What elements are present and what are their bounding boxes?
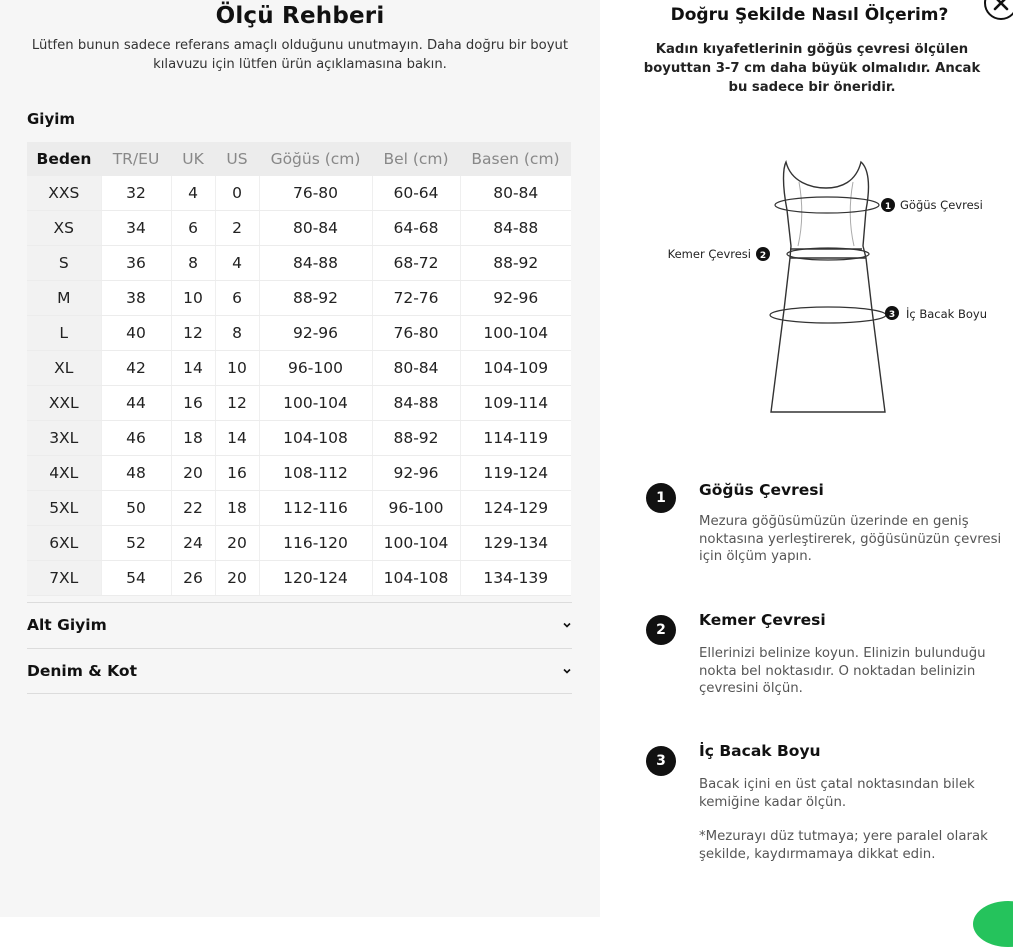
step-title-waist: Kemer Çevresi (699, 611, 826, 629)
how-to-subtitle: Kadın kıyafetlerinin göğüs çevresi ölçülen boyuttan 3-7 cm daha büyük olmalıdır. Ancak bu sadece bir öneridir. (643, 42, 981, 95)
table-cell: 64-68 (372, 211, 460, 246)
how-to-measure-panel (606, 0, 1013, 917)
how-to-title: Doğru Şekilde Nasıl Ölçerim? (670, 5, 949, 25)
step-number-3: 3 (646, 746, 676, 776)
section-label-giyim: Giyim (27, 110, 76, 128)
table-cell: 14 (215, 421, 259, 456)
diagram-label-inseam: İç Bacak Boyu (906, 307, 988, 321)
column-header: Bel (cm) (372, 142, 460, 176)
column-header: Beden (27, 142, 101, 176)
table-cell: 100-104 (372, 526, 460, 561)
chevron-down-icon (562, 666, 572, 676)
table-cell: 4 (215, 246, 259, 281)
table-row (27, 246, 571, 281)
table-cell: 60-64 (372, 176, 460, 211)
table-cell: 108-112 (259, 456, 372, 491)
diagram-marker-3 (885, 306, 899, 320)
table-cell: 10 (171, 281, 215, 316)
table-cell: 38 (101, 281, 171, 316)
diagram-label-chest: Göğüs Çevresi (900, 198, 983, 212)
table-cell: 88-92 (372, 421, 460, 456)
table-cell: XXS (27, 176, 101, 211)
column-header: UK (171, 142, 215, 176)
table-cell: 100-104 (460, 316, 571, 351)
step-note-inseam: *Mezurayı düz tutmaya; yere paralel olarak şekilde, kaydırmamaya dikkat edin. (699, 829, 988, 862)
table-cell: 8 (215, 316, 259, 351)
table-cell: 72-76 (372, 281, 460, 316)
table-row (27, 176, 571, 211)
step-desc-waist: Ellerinizi belinize koyun. Elinizin bulunduğu nokta bel noktasıdır. O noktadan belinizin çevresini ölçün. (699, 646, 986, 696)
table-cell: 124-129 (460, 491, 571, 526)
table-cell: 48 (101, 456, 171, 491)
table-cell: 80-84 (460, 176, 571, 211)
table-cell: 16 (171, 386, 215, 421)
table-cell: 80-84 (259, 211, 372, 246)
table-row (27, 281, 571, 316)
column-header: TR/EU (101, 142, 171, 176)
table-cell: 6 (215, 281, 259, 316)
table-cell: 4 (171, 176, 215, 211)
table-cell: 8 (171, 246, 215, 281)
table-cell: 92-96 (372, 456, 460, 491)
table-cell: 50 (101, 491, 171, 526)
table-cell: 5XL (27, 491, 101, 526)
table-cell: 68-72 (372, 246, 460, 281)
step-number-2: 2 (646, 615, 676, 645)
table-cell: 88-92 (259, 281, 372, 316)
svg-text:2: 2 (759, 251, 767, 261)
table-row (27, 491, 571, 526)
table-row (27, 351, 571, 386)
table-cell: 20 (215, 561, 259, 596)
table-cell: 112-116 (259, 491, 372, 526)
table-cell: 100-104 (259, 386, 372, 421)
table-cell: 26 (171, 561, 215, 596)
table-cell: XS (27, 211, 101, 246)
step-desc-inseam: Bacak içini en üst çatal noktasından bilek kemiğine kadar ölçün. (699, 777, 975, 810)
table-cell: 119-124 (460, 456, 571, 491)
table-cell: 46 (101, 421, 171, 456)
table-row (27, 421, 571, 456)
table-cell: 52 (101, 526, 171, 561)
table-cell: 129-134 (460, 526, 571, 561)
dress-measurement-diagram (606, 150, 1013, 430)
column-header: Göğüs (cm) (259, 142, 372, 176)
table-row (27, 526, 571, 561)
table-cell: 42 (101, 351, 171, 386)
step-desc-chest: Mezura göğüsümüzün üzerinde en geniş noktasına yerleştirerek, göğüsünüzün çevresi için ölçüm yapın. (699, 514, 1002, 564)
table-cell: 16 (215, 456, 259, 491)
column-header: Basen (cm) (460, 142, 571, 176)
table-header-row (27, 142, 571, 176)
table-cell: 10 (215, 351, 259, 386)
table-cell: 20 (171, 456, 215, 491)
divider (27, 693, 572, 694)
table-cell: 32 (101, 176, 171, 211)
table-cell: 92-96 (259, 316, 372, 351)
table-row (27, 456, 571, 491)
accordion-alt-giyim[interactable] (27, 602, 572, 648)
table-cell: 7XL (27, 561, 101, 596)
table-cell: 104-108 (259, 421, 372, 456)
diagram-marker-2 (756, 247, 770, 261)
table-cell: 22 (171, 491, 215, 526)
chat-bubble-icon[interactable] (973, 901, 1013, 947)
table-cell: XXL (27, 386, 101, 421)
table-row (27, 211, 571, 246)
table-cell: 4XL (27, 456, 101, 491)
table-cell: 92-96 (460, 281, 571, 316)
table-cell: 18 (215, 491, 259, 526)
table-cell: 54 (101, 561, 171, 596)
step-number-1: 1 (646, 483, 676, 513)
table-cell: 6 (171, 211, 215, 246)
table-cell: 18 (171, 421, 215, 456)
table-cell: 120-124 (259, 561, 372, 596)
diagram-label-waist: Kemer Çevresi (667, 247, 751, 261)
table-cell: 109-114 (460, 386, 571, 421)
table-row (27, 386, 571, 421)
table-cell: 36 (101, 246, 171, 281)
table-cell: 2 (215, 211, 259, 246)
table-cell: 134-139 (460, 561, 571, 596)
diagram-marker-1 (881, 198, 895, 212)
table-cell: 12 (171, 316, 215, 351)
table-cell: 0 (215, 176, 259, 211)
table-row (27, 316, 571, 351)
table-cell: 84-88 (259, 246, 372, 281)
table-cell: 76-80 (259, 176, 372, 211)
table-cell: 84-88 (460, 211, 571, 246)
chevron-down-icon (562, 620, 572, 630)
table-cell: 14 (171, 351, 215, 386)
column-header: US (215, 142, 259, 176)
table-cell: 20 (215, 526, 259, 561)
table-cell: 104-109 (460, 351, 571, 386)
table-cell: 84-88 (372, 386, 460, 421)
table-cell: 24 (171, 526, 215, 561)
table-cell: 80-84 (372, 351, 460, 386)
table-cell: 96-100 (372, 491, 460, 526)
table-cell: 40 (101, 316, 171, 351)
size-table (27, 142, 571, 596)
table-cell: 6XL (27, 526, 101, 561)
svg-text:3: 3 (888, 310, 896, 320)
table-cell: S (27, 246, 101, 281)
table-row (27, 561, 571, 596)
page-title: Ölçü Rehberi (215, 3, 385, 29)
accordion-label: Denim & Kot (27, 662, 137, 680)
table-cell: 44 (101, 386, 171, 421)
accordion-denim-kot[interactable] (27, 648, 572, 694)
table-cell: XL (27, 351, 101, 386)
page-subtitle: Lütfen bunun sadece referans amaçlı olduğunu unutmayın. Daha doğru bir boyut kılavuzu için lütfen ürün açıklamasına bakın. (31, 38, 569, 72)
table-cell: 114-119 (460, 421, 571, 456)
table-cell: 12 (215, 386, 259, 421)
table-cell: 3XL (27, 421, 101, 456)
table-cell: 104-108 (372, 561, 460, 596)
accordion-label: Alt Giyim (27, 616, 107, 634)
step-title-inseam: İç Bacak Boyu (699, 742, 821, 760)
step-title-chest: Göğüs Çevresi (699, 481, 824, 499)
table-cell: L (27, 316, 101, 351)
table-cell: 76-80 (372, 316, 460, 351)
table-cell: 116-120 (259, 526, 372, 561)
table-cell: M (27, 281, 101, 316)
table-cell: 96-100 (259, 351, 372, 386)
close-icon[interactable] (984, 0, 1013, 20)
table-cell: 88-92 (460, 246, 571, 281)
table-cell: 34 (101, 211, 171, 246)
svg-text:1: 1 (884, 202, 892, 212)
